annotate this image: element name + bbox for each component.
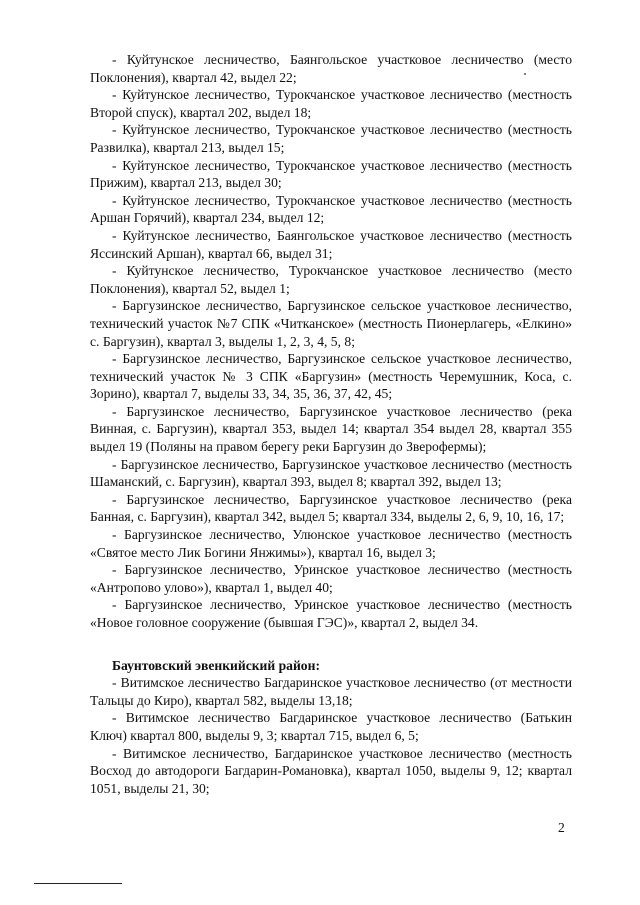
list-item: - Баргузинское лесничество, Улюнское участковое лесничество (местность «Святое место Лик Богини Янжимы»), квартал 16, выдел 3;	[90, 527, 572, 560]
list-item: - Витимское лесничество Багдаринское участковое лесничество (от местности Тальцы до Киро), квартал 582, выделы 13,18;	[90, 675, 572, 708]
list-item: - Баргузинское лесничество, Уринское участковое лесничество (местность «Антропово улово»), квартал 1, выдел 40;	[90, 562, 572, 595]
footnote-rule	[34, 883, 122, 884]
list-item: - Куйтунское лесничество, Турокчанское участковое лесничество (местность Второй спуск), квартал 202, выдел 18;	[90, 87, 572, 120]
list-item: - Баргузинское лесничество, Уринское участковое лесничество (местность «Новое головное сооружение (бывшая ГЭС)», квартал 2, выдел 34.	[90, 597, 572, 630]
list-item: - Куйтунское лесничество, Баянгольское участковое лесничество (местность Яссинский Аршан), квартал 66, выдел 31;	[90, 227, 572, 261]
list-item: - Витимское лесничество Багдаринское участковое лесничество (Батькин Ключ) квартал 800, выделы 9, 3; квартал 715, выдел 6, 5;	[90, 710, 572, 743]
list-item: - Куйтунское лесничество, Баянгольское участковое лесничество (место Поклонения), квартал 42, выдел 22;	[90, 52, 572, 85]
list-item: - Витимское лесничество, Багдаринское участковое лесничество (местность Восход до автодороги Багдарин-Романовка), квартал 1050, выделы 9, 12; квартал 1051, выделы 21, 30;	[90, 745, 572, 796]
list-item: - Баргузинское лесничество, Баргузинское сельское участковое лесничество, технический участок №7 СПК «Читканское» (местность Пионерлагерь, «Елкино» с. Баргузин), квартал 3, выделы 1, 2, 3, 4, 5, 8;	[90, 298, 572, 349]
list-item: - Баргузинское лесничество, Баргузинское участковое лесничество (местность Шаманский, с. Баргузин), квартал 393, выдел 8; квартал 392, выдел 13;	[90, 456, 572, 490]
list-item: - Баргузинское лесничество, Баргузинское участковое лесничество (река Винная, с. Баргузин), квартал 353, выдел 14; квартал 354 выдел 28, квартал 355 выдел 19 (Поляны на правом берегу реки Баргузин до Зверофермы);	[90, 403, 572, 455]
list-item: - Баргузинское лесничество, Баргузинское участковое лесничество (река Банная, с. Баргузин), квартал 342, выдел 5; квартал 334, выделы 2, 6, 9, 10, 16, 17;	[90, 491, 572, 525]
section-heading: Баунтовский эвенкийский район:	[112, 657, 320, 673]
list-item: - Куйтунское лесничество, Турокчанское участковое лесничество (местность Аршан Горячий), квартал 234, выдел 12;	[90, 192, 572, 226]
list-item: - Куйтунское лесничество, Турокчанское участковое лесничество (местность Развилка), квартал 213, выдел 15;	[90, 122, 572, 155]
document-body	[90, 51, 572, 797]
page-number: 2	[558, 820, 565, 835]
list-item: - Куйтунское лесничество, Турокчанское участковое лесничество (место Поклонения), квартал 52, выдел 1;	[90, 263, 572, 296]
list-item: - Куйтунское лесничество, Турокчанское участковое лесничество (местность Прижим), квартал 213, выдел 30;	[90, 157, 572, 191]
list-item: - Баргузинское лесничество, Баргузинское сельское участковое лесничество, технический участок № 3 СПК «Баргузин» (местность Черемушник, Коса, с. Зорино), квартал 7, выделы 33, 34, 35, 36, 37, 42, 45;	[90, 351, 572, 402]
